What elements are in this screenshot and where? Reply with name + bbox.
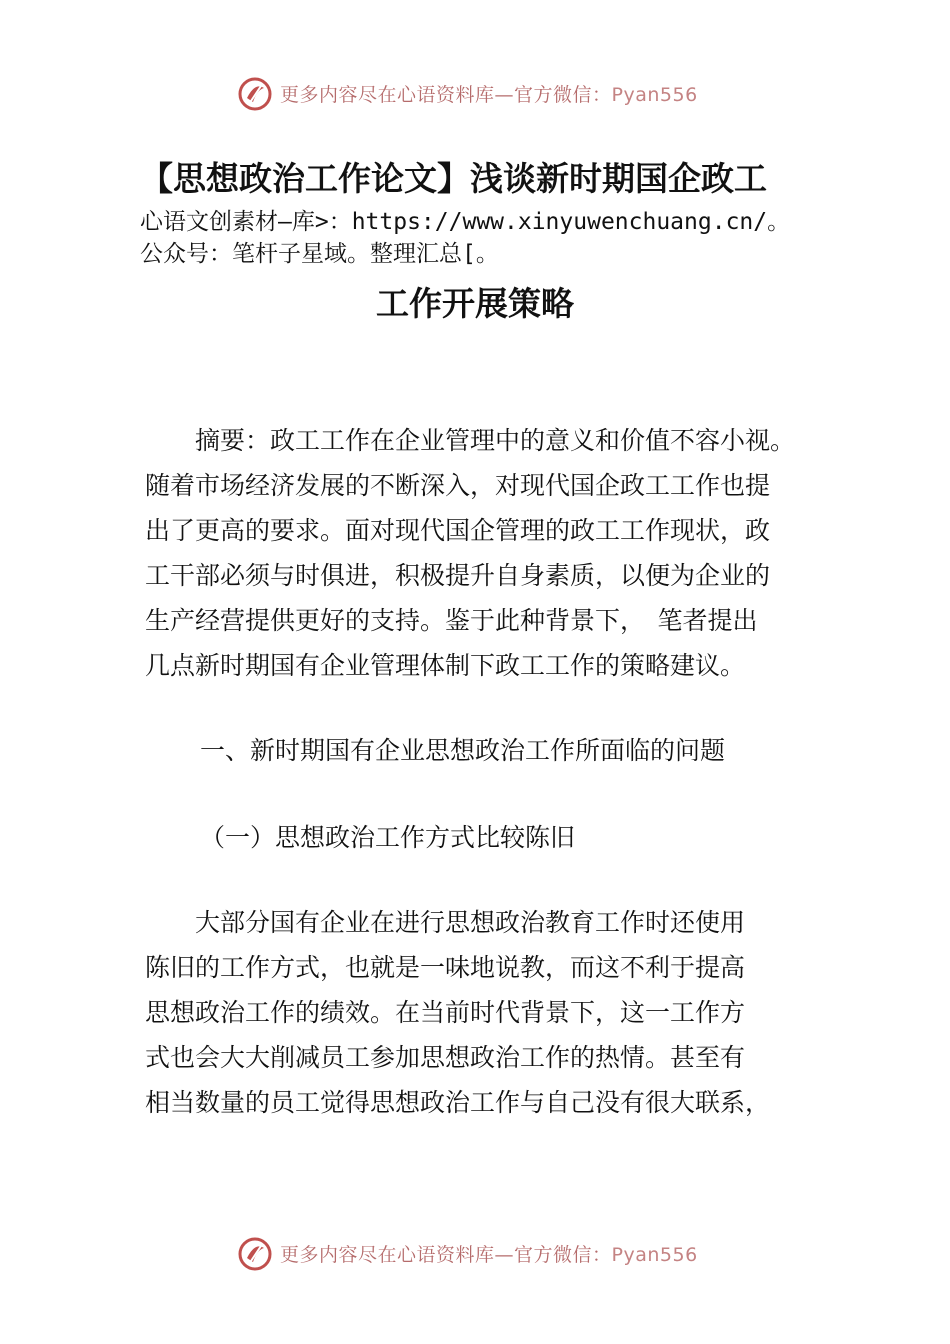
abstract-paragraph — [145, 418, 865, 688]
banner-separator: — — [494, 1244, 515, 1266]
section-1-heading: 一、新时期国有企业思想政治工作所面临的问题 — [200, 736, 726, 765]
body-line: 相当数量的员工觉得思想政治工作与自己没有很大联系， — [145, 1088, 771, 1117]
banner-main-text: 更多内容尽在心语资料库 — [280, 1244, 495, 1266]
abstract-line: 随着市场经济发展的不断深入，对现代国企政工工作也提 — [145, 471, 771, 500]
abstract-line: 出了更高的要求。面对现代国企管理的政工工作现状，政 — [145, 516, 771, 545]
document-title-line1: 【思想政治工作论文】浅谈新时期国企政工 — [140, 159, 767, 198]
body-paragraph — [145, 900, 865, 1125]
abstract-line: 工干部必须与时俱进，积极提升自身素质，以便为企业的 — [145, 561, 771, 590]
banner-official-text: 官方微信： — [514, 84, 612, 106]
banner-official-text: 官方微信： — [514, 1244, 612, 1266]
body-line: 大部分国有企业在进行思想政治教育工作时还使用 — [145, 908, 746, 937]
banner-wechat-id: Pyan556 — [611, 1244, 698, 1266]
source-line-2: 公众号：笔杆子星域。整理汇总[。 — [140, 241, 499, 267]
body-line: 式也会大大削减员工参加思想政治工作的热情。甚至有 — [145, 1043, 746, 1072]
subsection-1-heading: （一）思想政治工作方式比较陈旧 — [200, 823, 576, 852]
body-line: 思想政治工作的绩效。在当前时代背景下，这一工作方 — [145, 998, 746, 1027]
banner-wechat-id: Pyan556 — [611, 84, 698, 106]
abstract-line: 摘要：政工工作在企业管理中的意义和价值不容小视。 — [145, 426, 796, 455]
logo-icon — [237, 1236, 273, 1272]
abstract-line: 生产经营提供更好的支持。鉴于此种背景下， 笔者提出 — [145, 606, 758, 635]
banner-text — [280, 1240, 698, 1267]
banner-main-text: 更多内容尽在心语资料库 — [280, 84, 495, 106]
logo-icon — [237, 76, 273, 112]
document-title-line2: 工作开展策略 — [376, 284, 574, 323]
footer-banner — [0, 1232, 950, 1272]
header-banner — [0, 72, 950, 112]
banner-text — [280, 80, 698, 107]
banner-separator: — — [494, 84, 515, 106]
source-line-1: 心语文创素材—库>：https://www.xinyuwenchuang.cn/。 — [140, 209, 791, 235]
body-line: 陈旧的工作方式，也就是一味地说教，而这不利于提高 — [145, 953, 746, 982]
abstract-line: 几点新时期国有企业管理体制下政工工作的策略建议。 — [145, 651, 746, 680]
